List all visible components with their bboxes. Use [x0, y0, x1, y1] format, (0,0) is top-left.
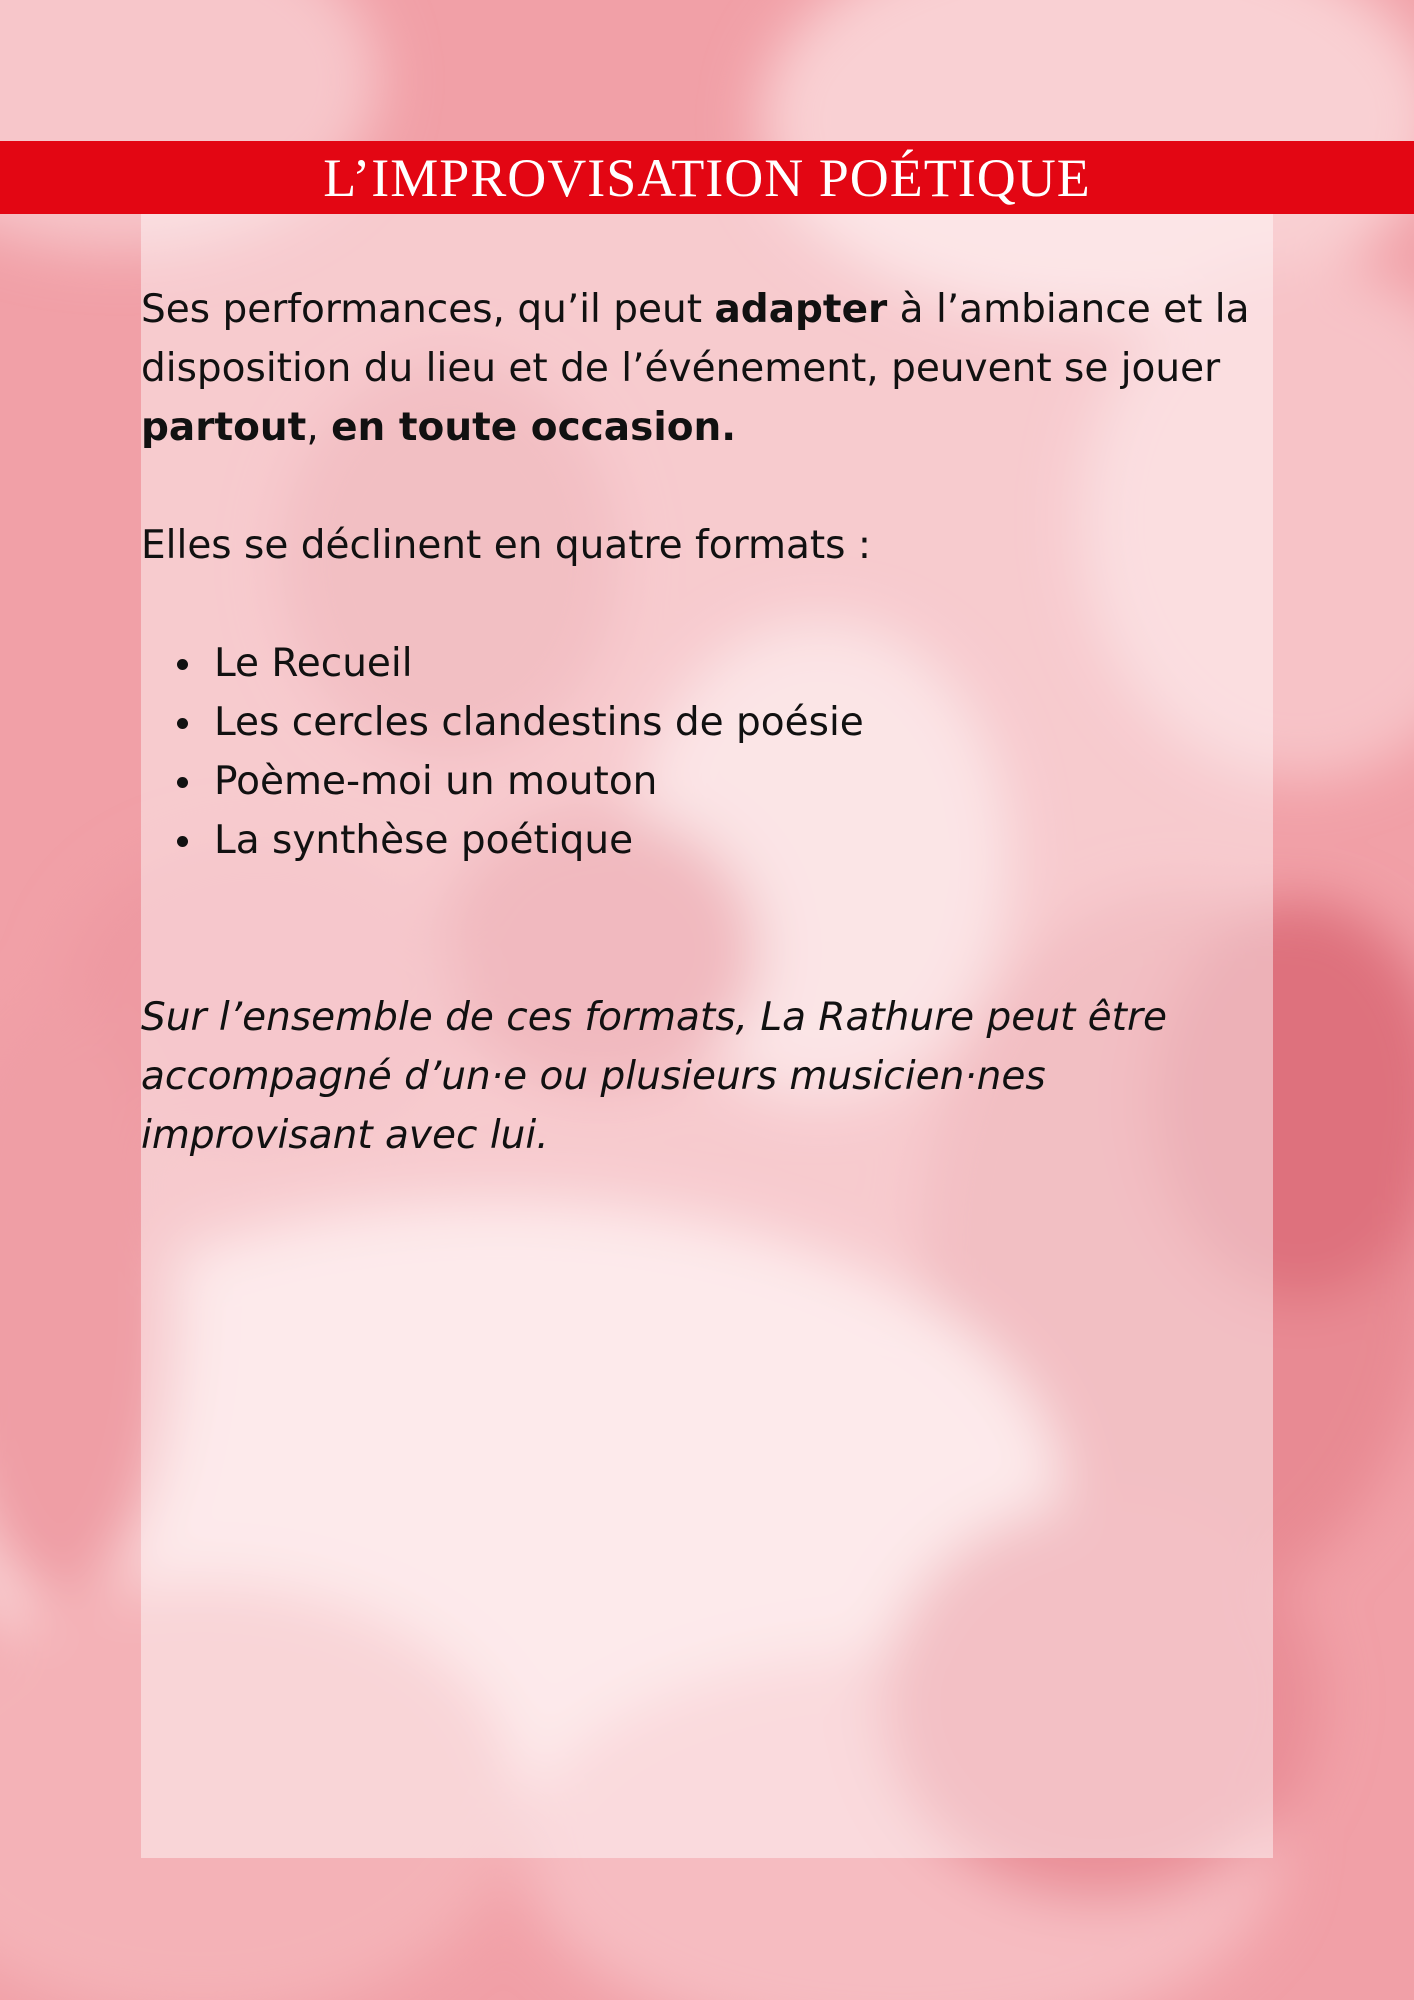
- content-body: [141, 280, 1273, 1165]
- intro-paragraph: [141, 280, 1273, 457]
- formats-list: [141, 634, 1273, 870]
- list-item: Poème-moi un mouton: [141, 752, 1273, 811]
- musicians-note: Sur l’ensemble de ces formats, La Rathure peut être accompagné d’un·e ou plusieurs musicien·nes improvisant avec lui.: [141, 995, 1167, 1158]
- list-item: La synthèse poétique: [141, 811, 1273, 870]
- title-banner: [0, 141, 1414, 214]
- intro-text-2: à l’ambiance et la disposition du lieu et de l’événement, peuvent se jouer: [141, 287, 1250, 391]
- intro-bold-adapter: adapter: [714, 287, 888, 332]
- page-title: L’IMPROVISATION POÉTIQUE: [323, 147, 1091, 208]
- intro-text-1: Ses performances, qu’il peut: [141, 287, 715, 332]
- list-item: Le Recueil: [141, 634, 1273, 693]
- formats-heading: Elles se déclinent en quatre formats :: [141, 523, 872, 568]
- intro-bold-partout: partout: [141, 405, 307, 450]
- list-item: Les cercles clandestins de poésie: [141, 693, 1273, 752]
- intro-bold-occasion: en toute occasion.: [331, 405, 737, 450]
- intro-text-3: ,: [306, 405, 332, 450]
